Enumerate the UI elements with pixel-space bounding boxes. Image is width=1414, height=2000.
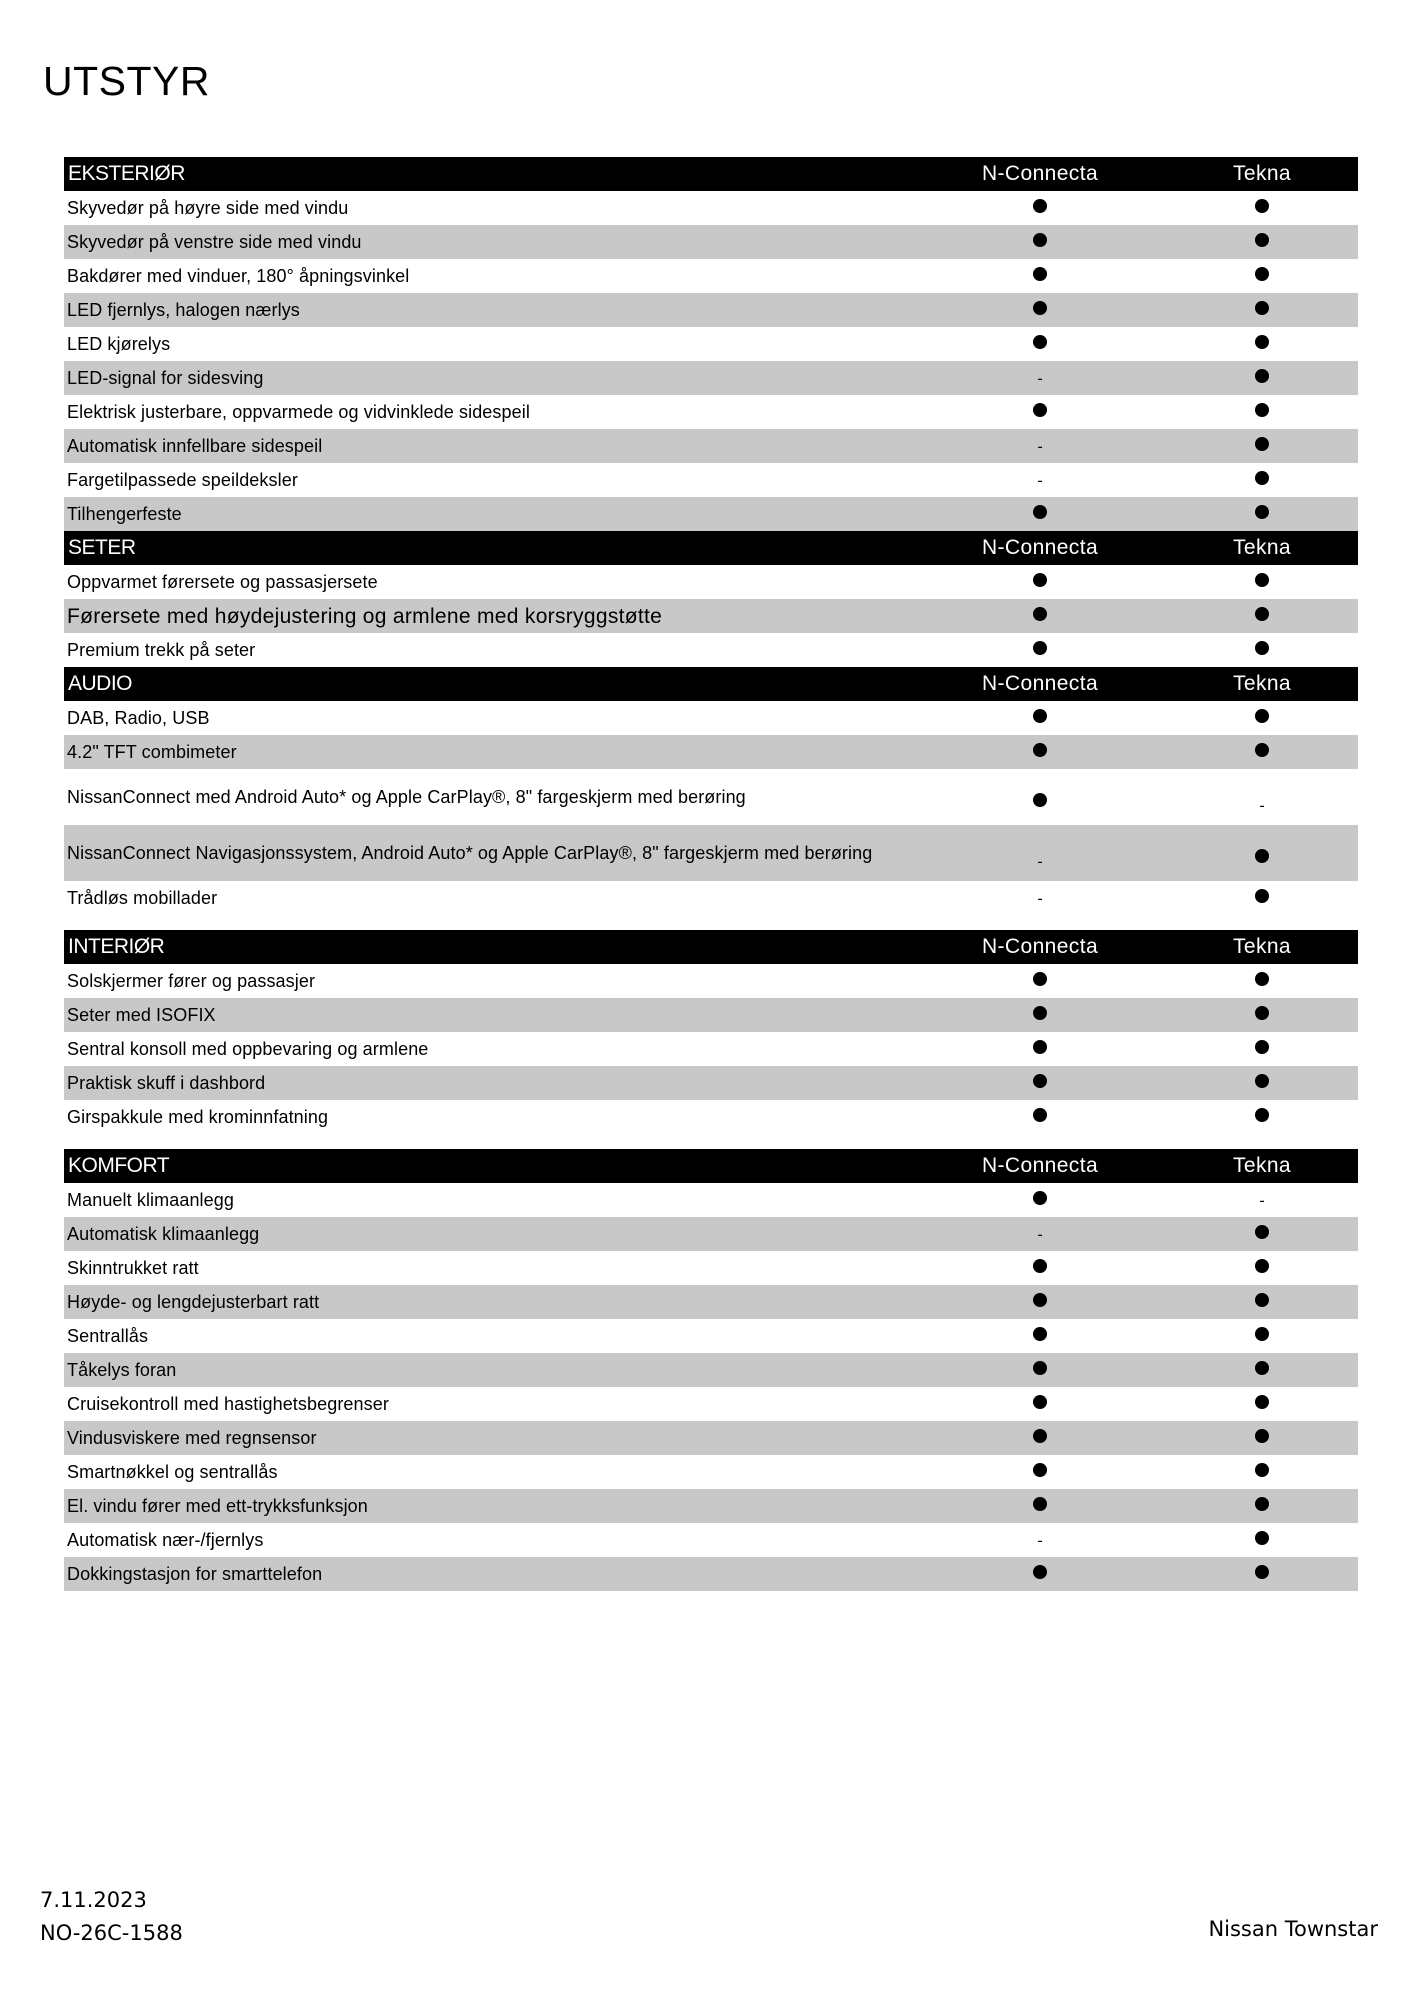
column-header-n-connecta: N-Connecta	[981, 935, 1099, 958]
tekna-cell	[1166, 225, 1358, 259]
table-row	[64, 998, 1358, 1032]
tekna-cell	[1166, 701, 1358, 735]
n-connecta-cell	[914, 497, 1166, 531]
n-connecta-cell	[914, 1100, 1166, 1134]
feature-label: Automatisk klimaanlegg	[67, 1223, 260, 1244]
included-dot-icon	[1255, 1565, 1269, 1579]
table-row	[64, 1066, 1358, 1100]
included-dot-icon	[1033, 1006, 1047, 1020]
n-connecta-cell	[914, 259, 1166, 293]
feature-label: Tilhengerfeste	[67, 503, 182, 524]
feature-label: El. vindu fører med ett-trykksfunksjon	[67, 1495, 368, 1516]
included-dot-icon	[1033, 607, 1047, 621]
included-dot-icon	[1255, 1293, 1269, 1307]
included-dot-icon	[1255, 607, 1269, 621]
n-connecta-cell	[914, 1066, 1166, 1100]
feature-label: Dokkingstasjon for smarttelefon	[67, 1563, 323, 1584]
included-dot-icon	[1033, 709, 1047, 723]
included-dot-icon	[1255, 1531, 1269, 1545]
n-connecta-cell	[914, 225, 1166, 259]
included-dot-icon	[1255, 505, 1269, 519]
feature-label: LED fjernlys, halogen nærlys	[67, 299, 300, 320]
n-connecta-cell	[914, 964, 1166, 998]
included-dot-icon	[1255, 1259, 1269, 1273]
included-dot-icon	[1255, 1074, 1269, 1088]
included-dot-icon	[1033, 1108, 1047, 1122]
tekna-cell	[1166, 565, 1358, 599]
tekna-cell	[1166, 1455, 1358, 1489]
section-title: INTERIØR	[68, 935, 165, 958]
included-dot-icon	[1033, 505, 1047, 519]
feature-label: Premium trekk på seter	[67, 639, 256, 660]
included-dot-icon	[1255, 267, 1269, 281]
tekna-cell	[1166, 191, 1358, 225]
included-dot-icon	[1255, 1040, 1269, 1054]
included-dot-icon	[1033, 403, 1047, 417]
table-row	[64, 429, 1358, 463]
not-included-dash: -	[1037, 370, 1043, 388]
included-dot-icon	[1255, 1429, 1269, 1443]
included-dot-icon	[1033, 267, 1047, 281]
table-row	[64, 1217, 1358, 1251]
tekna-cell	[1166, 1100, 1358, 1134]
included-dot-icon	[1255, 199, 1269, 213]
table-row	[64, 633, 1358, 667]
not-included-dash: -	[1037, 1226, 1043, 1244]
section-header	[64, 667, 1358, 701]
table-row	[64, 1251, 1358, 1285]
included-dot-icon	[1255, 1327, 1269, 1341]
included-dot-icon	[1255, 849, 1269, 863]
feature-label: Skyvedør på venstre side med vindu	[67, 231, 362, 252]
table-row	[64, 1421, 1358, 1455]
feature-label: Skyvedør på høyre side med vindu	[67, 197, 349, 218]
tekna-cell	[1166, 1421, 1358, 1455]
feature-label: Bakdører med vinduer, 180° åpningsvinkel	[67, 265, 410, 286]
table-row	[64, 1285, 1358, 1319]
feature-label: Trådløs mobillader	[67, 887, 218, 908]
n-connecta-cell	[914, 293, 1166, 327]
column-header-tekna: Tekna	[1232, 1154, 1292, 1177]
feature-label: LED-signal for sidesving	[67, 367, 264, 388]
feature-label: NissanConnect Navigasjonssystem, Android Auto* og Apple CarPlay®, 8" fargeskjerm med berøring	[67, 842, 873, 863]
tekna-cell	[1166, 327, 1358, 361]
n-connecta-cell	[914, 429, 1166, 463]
n-connecta-cell	[914, 633, 1166, 667]
footer-model: Nissan Townstar	[1208, 1917, 1378, 1941]
included-dot-icon	[1255, 1497, 1269, 1511]
footer-left	[40, 1884, 183, 1950]
table-row	[64, 701, 1358, 735]
tekna-cell	[1166, 735, 1358, 769]
n-connecta-cell	[914, 1285, 1166, 1319]
n-connecta-cell	[914, 735, 1166, 769]
tekna-cell	[1166, 633, 1358, 667]
included-dot-icon	[1255, 1395, 1269, 1409]
included-dot-icon	[1255, 641, 1269, 655]
included-dot-icon	[1033, 1327, 1047, 1341]
included-dot-icon	[1033, 1463, 1047, 1477]
feature-label: Elektrisk justerbare, oppvarmede og vidvinklede sidespeil	[67, 401, 530, 422]
n-connecta-cell	[914, 1353, 1166, 1387]
n-connecta-cell	[914, 599, 1166, 633]
table-row	[64, 1523, 1358, 1557]
tekna-cell	[1166, 1523, 1358, 1557]
included-dot-icon	[1033, 1395, 1047, 1409]
table-row	[64, 361, 1358, 395]
n-connecta-cell	[914, 1251, 1166, 1285]
tekna-cell	[1166, 429, 1358, 463]
table-row	[64, 463, 1358, 497]
included-dot-icon	[1033, 1074, 1047, 1088]
section-title: KOMFORT	[68, 1154, 170, 1177]
section-header	[64, 157, 1358, 191]
tekna-cell	[1166, 395, 1358, 429]
n-connecta-cell	[914, 1455, 1166, 1489]
not-included-dash: -	[1037, 438, 1043, 456]
feature-label: Førersete med høydejustering og armlene med korsryggstøtte	[67, 604, 663, 628]
included-dot-icon	[1033, 1040, 1047, 1054]
table-row	[64, 497, 1358, 531]
n-connecta-cell	[914, 191, 1166, 225]
not-included-dash: -	[1037, 890, 1043, 908]
tekna-cell	[1166, 998, 1358, 1032]
tekna-cell	[1166, 825, 1358, 881]
not-included-dash: -	[1037, 1532, 1043, 1550]
included-dot-icon	[1033, 1361, 1047, 1375]
included-dot-icon	[1255, 471, 1269, 485]
equipment-table	[64, 157, 1358, 1591]
feature-label: Sentral konsoll med oppbevaring og armlene	[67, 1038, 429, 1059]
table-row	[64, 395, 1358, 429]
section-gap	[64, 915, 1358, 930]
feature-label: LED kjørelys	[67, 333, 171, 354]
tekna-cell	[1166, 463, 1358, 497]
n-connecta-cell	[914, 1421, 1166, 1455]
column-header-n-connecta: N-Connecta	[981, 1154, 1099, 1177]
n-connecta-cell	[914, 769, 1166, 825]
n-connecta-cell	[914, 395, 1166, 429]
feature-label: 4.2" TFT combimeter	[67, 741, 237, 762]
not-included-dash: -	[1037, 472, 1043, 490]
section-title: EKSTERIØR	[68, 162, 185, 185]
n-connecta-cell	[914, 1523, 1166, 1557]
table-row	[64, 1557, 1358, 1591]
tekna-cell	[1166, 1489, 1358, 1523]
table-row	[64, 1353, 1358, 1387]
feature-label: Cruisekontroll med hastighetsbegrenser	[67, 1393, 389, 1414]
included-dot-icon	[1255, 743, 1269, 757]
included-dot-icon	[1033, 743, 1047, 757]
included-dot-icon	[1033, 1293, 1047, 1307]
section-gap	[64, 1134, 1358, 1149]
included-dot-icon	[1255, 1361, 1269, 1375]
table-row	[64, 327, 1358, 361]
column-header-n-connecta: N-Connecta	[981, 672, 1099, 695]
table-row	[64, 1032, 1358, 1066]
included-dot-icon	[1255, 1108, 1269, 1122]
table-row	[64, 881, 1358, 915]
tekna-cell	[1166, 1387, 1358, 1421]
section-header	[64, 531, 1358, 565]
included-dot-icon	[1033, 1429, 1047, 1443]
n-connecta-cell	[914, 1319, 1166, 1353]
included-dot-icon	[1033, 1191, 1047, 1205]
tekna-cell	[1166, 1066, 1358, 1100]
n-connecta-cell	[914, 1387, 1166, 1421]
included-dot-icon	[1255, 709, 1269, 723]
table-row	[64, 735, 1358, 769]
table-row	[64, 964, 1358, 998]
included-dot-icon	[1255, 573, 1269, 587]
tekna-cell	[1166, 769, 1358, 825]
tekna-cell	[1166, 1353, 1358, 1387]
n-connecta-cell	[914, 881, 1166, 915]
feature-label: Automatisk nær-/fjernlys	[67, 1529, 264, 1550]
page-title: UTSTYR	[43, 58, 210, 104]
included-dot-icon	[1255, 301, 1269, 315]
table-row	[64, 225, 1358, 259]
tekna-cell	[1166, 497, 1358, 531]
included-dot-icon	[1255, 437, 1269, 451]
feature-label: Smartnøkkel og sentrallås	[67, 1461, 278, 1482]
tekna-cell	[1166, 1319, 1358, 1353]
included-dot-icon	[1255, 335, 1269, 349]
tekna-cell	[1166, 293, 1358, 327]
n-connecta-cell	[914, 1183, 1166, 1217]
column-header-n-connecta: N-Connecta	[981, 162, 1099, 185]
included-dot-icon	[1033, 1565, 1047, 1579]
section-title: AUDIO	[68, 672, 133, 695]
feature-label: Tåkelys foran	[67, 1359, 177, 1380]
feature-label: NissanConnect med Android Auto* og Apple CarPlay®, 8" fargeskjerm med berøring	[67, 786, 746, 807]
feature-label: Fargetilpassede speildeksler	[67, 469, 298, 490]
table-row	[64, 825, 1358, 881]
table-row	[64, 565, 1358, 599]
included-dot-icon	[1033, 573, 1047, 587]
included-dot-icon	[1255, 369, 1269, 383]
tekna-cell	[1166, 361, 1358, 395]
table-row	[64, 1183, 1358, 1217]
n-connecta-cell	[914, 565, 1166, 599]
feature-label: Solskjermer fører og passasjer	[67, 970, 316, 991]
table-row	[64, 1100, 1358, 1134]
section-header	[64, 1149, 1358, 1183]
feature-label: Automatisk innfellbare sidespeil	[67, 435, 323, 456]
not-included-dash: -	[1259, 797, 1265, 815]
not-included-dash: -	[1037, 853, 1043, 871]
included-dot-icon	[1033, 641, 1047, 655]
tekna-cell	[1166, 964, 1358, 998]
n-connecta-cell	[914, 825, 1166, 881]
n-connecta-cell	[914, 701, 1166, 735]
tekna-cell	[1166, 1557, 1358, 1591]
feature-label: Seter med ISOFIX	[67, 1004, 216, 1025]
n-connecta-cell	[914, 1217, 1166, 1251]
feature-label: Oppvarmet førersete og passasjersete	[67, 571, 378, 592]
n-connecta-cell	[914, 361, 1166, 395]
included-dot-icon	[1033, 301, 1047, 315]
tekna-cell	[1166, 1217, 1358, 1251]
feature-label: Girspakkule med krominnfatning	[67, 1106, 329, 1127]
included-dot-icon	[1255, 972, 1269, 986]
feature-label: Praktisk skuff i dashbord	[67, 1072, 266, 1093]
n-connecta-cell	[914, 463, 1166, 497]
table-row	[64, 191, 1358, 225]
feature-label: Sentrallås	[67, 1325, 149, 1346]
n-connecta-cell	[914, 1557, 1166, 1591]
tekna-cell	[1166, 599, 1358, 633]
n-connecta-cell	[914, 327, 1166, 361]
feature-label: DAB, Radio, USB	[67, 707, 210, 728]
table-row	[64, 259, 1358, 293]
included-dot-icon	[1255, 233, 1269, 247]
footer-doc-code: NO-26C-1588	[40, 1921, 183, 1945]
not-included-dash: -	[1259, 1192, 1265, 1210]
section-header	[64, 930, 1358, 964]
included-dot-icon	[1255, 1463, 1269, 1477]
column-header-tekna: Tekna	[1232, 672, 1292, 695]
column-header-tekna: Tekna	[1232, 536, 1292, 559]
included-dot-icon	[1255, 403, 1269, 417]
included-dot-icon	[1033, 1497, 1047, 1511]
tekna-cell	[1166, 1285, 1358, 1319]
section-title: SETER	[68, 536, 136, 559]
column-header-tekna: Tekna	[1232, 162, 1292, 185]
table-row	[64, 599, 1358, 633]
tekna-cell	[1166, 1251, 1358, 1285]
feature-label: Høyde- og lengdejusterbart ratt	[67, 1291, 320, 1312]
table-row	[64, 1489, 1358, 1523]
table-row	[64, 1455, 1358, 1489]
included-dot-icon	[1033, 793, 1047, 807]
included-dot-icon	[1033, 972, 1047, 986]
table-row	[64, 769, 1358, 825]
tekna-cell	[1166, 1032, 1358, 1066]
column-header-tekna: Tekna	[1232, 935, 1292, 958]
feature-label: Skinntrukket ratt	[67, 1257, 199, 1278]
table-row	[64, 1319, 1358, 1353]
n-connecta-cell	[914, 998, 1166, 1032]
footer-date: 7.11.2023	[40, 1888, 147, 1912]
tekna-cell	[1166, 881, 1358, 915]
included-dot-icon	[1255, 889, 1269, 903]
feature-label: Manuelt klimaanlegg	[67, 1189, 234, 1210]
n-connecta-cell	[914, 1032, 1166, 1066]
n-connecta-cell	[914, 1489, 1166, 1523]
column-header-n-connecta: N-Connecta	[981, 536, 1099, 559]
included-dot-icon	[1033, 233, 1047, 247]
table-row	[64, 1387, 1358, 1421]
included-dot-icon	[1033, 199, 1047, 213]
included-dot-icon	[1033, 335, 1047, 349]
included-dot-icon	[1033, 1259, 1047, 1273]
table-row	[64, 293, 1358, 327]
tekna-cell	[1166, 1183, 1358, 1217]
tekna-cell	[1166, 259, 1358, 293]
included-dot-icon	[1255, 1225, 1269, 1239]
feature-label: Vindusviskere med regnsensor	[67, 1427, 317, 1448]
included-dot-icon	[1255, 1006, 1269, 1020]
